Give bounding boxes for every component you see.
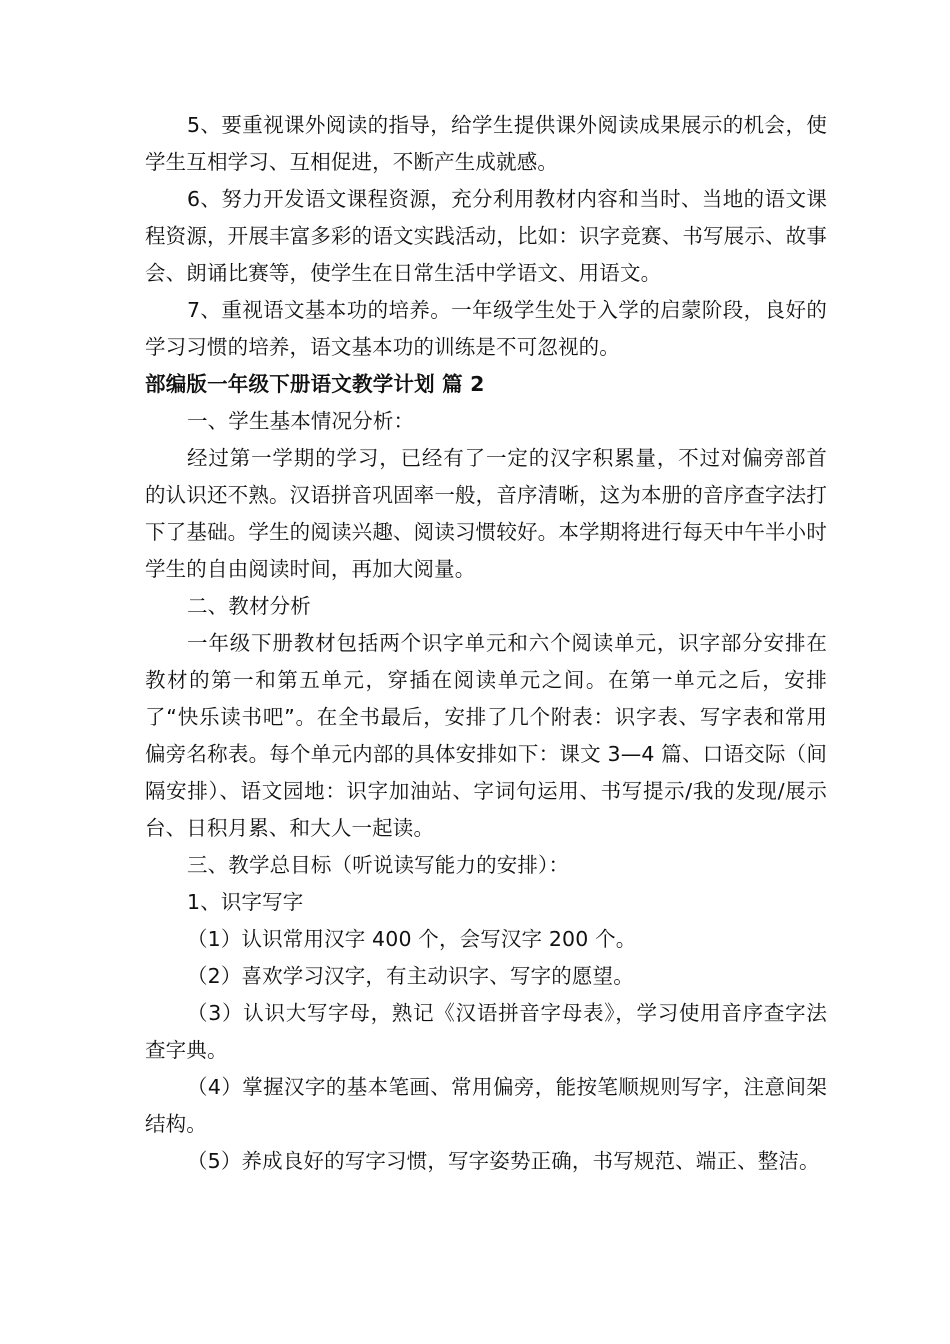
- goal-item-5: （5）养成良好的写字习惯，写字姿势正确，书写规范、端正、整洁。: [187, 1149, 820, 1173]
- paragraph-textbook-analysis: 一年级下册教材包括两个识字单元和六个阅读单元，识字部分安排在教材的第一和第五单元，穿插在阅读单元之间。在第一单元之后，安排了“快乐读书吧”。在全书最后，安排了几个附表：识字表、写字表和常用偏旁名称表。每个单元内部的具体安排如下：课文 3—4 篇、口语交际（间隔安排）、语文园地：识字加油站、字词句运用、书写提示/我的发现/展示台、日积月累、和大人一起读。: [145, 631, 827, 840]
- document-body: [145, 107, 827, 1180]
- paragraph-item-6: 6、努力开发语文课程资源，充分利用教材内容和当时、当地的语文课程资源，开展丰富多彩的语文实践活动，比如：识字竞赛、书写展示、故事会、朗诵比赛等，使学生在日常生活中学语文、用语文。: [145, 187, 827, 285]
- section-heading: 部编版一年级下册语文教学计划 篇 2: [145, 372, 485, 396]
- paragraph-item-7: 7、重视语文基本功的培养。一年级学生处于入学的启蒙阶段，良好的学习习惯的培养，语文基本功的训练是不可忽视的。: [145, 298, 827, 359]
- goal-item-2: （2）喜欢学习汉字，有主动识字、写字的愿望。: [187, 964, 634, 988]
- goal-item-3: （3）认识大写字母，熟记《汉语拼音字母表》，学习使用音序查字法查字典。: [145, 1001, 827, 1062]
- goal-item-1: （1）认识常用汉字 400 个，会写汉字 200 个。: [187, 927, 637, 951]
- subheading-literacy-writing: 1、识字写字: [187, 890, 304, 914]
- subheading-textbook-analysis: 二、教材分析: [187, 594, 311, 618]
- subheading-student-analysis: 一、学生基本情况分析：: [187, 409, 415, 433]
- goal-item-4: （4）掌握汉字的基本笔画、常用偏旁，能按笔顺规则写字，注意间架结构。: [145, 1075, 827, 1136]
- subheading-teaching-goals: 三、教学总目标（听说读写能力的安排）：: [187, 853, 570, 877]
- paragraph-student-analysis: 经过第一学期的学习，已经有了一定的汉字积累量，不过对偏旁部首的认识还不熟。汉语拼音巩固率一般，音序清晰，这为本册的音序查字法打下了基础。学生的阅读兴趣、阅读习惯较好。本学期将进行每天中午半小时学生的自由阅读时间，再加大阅量。: [145, 446, 827, 581]
- paragraph-item-5: 5、要重视课外阅读的指导，给学生提供课外阅读成果展示的机会，使学生互相学习、互相促进，不断产生成就感。: [145, 113, 827, 174]
